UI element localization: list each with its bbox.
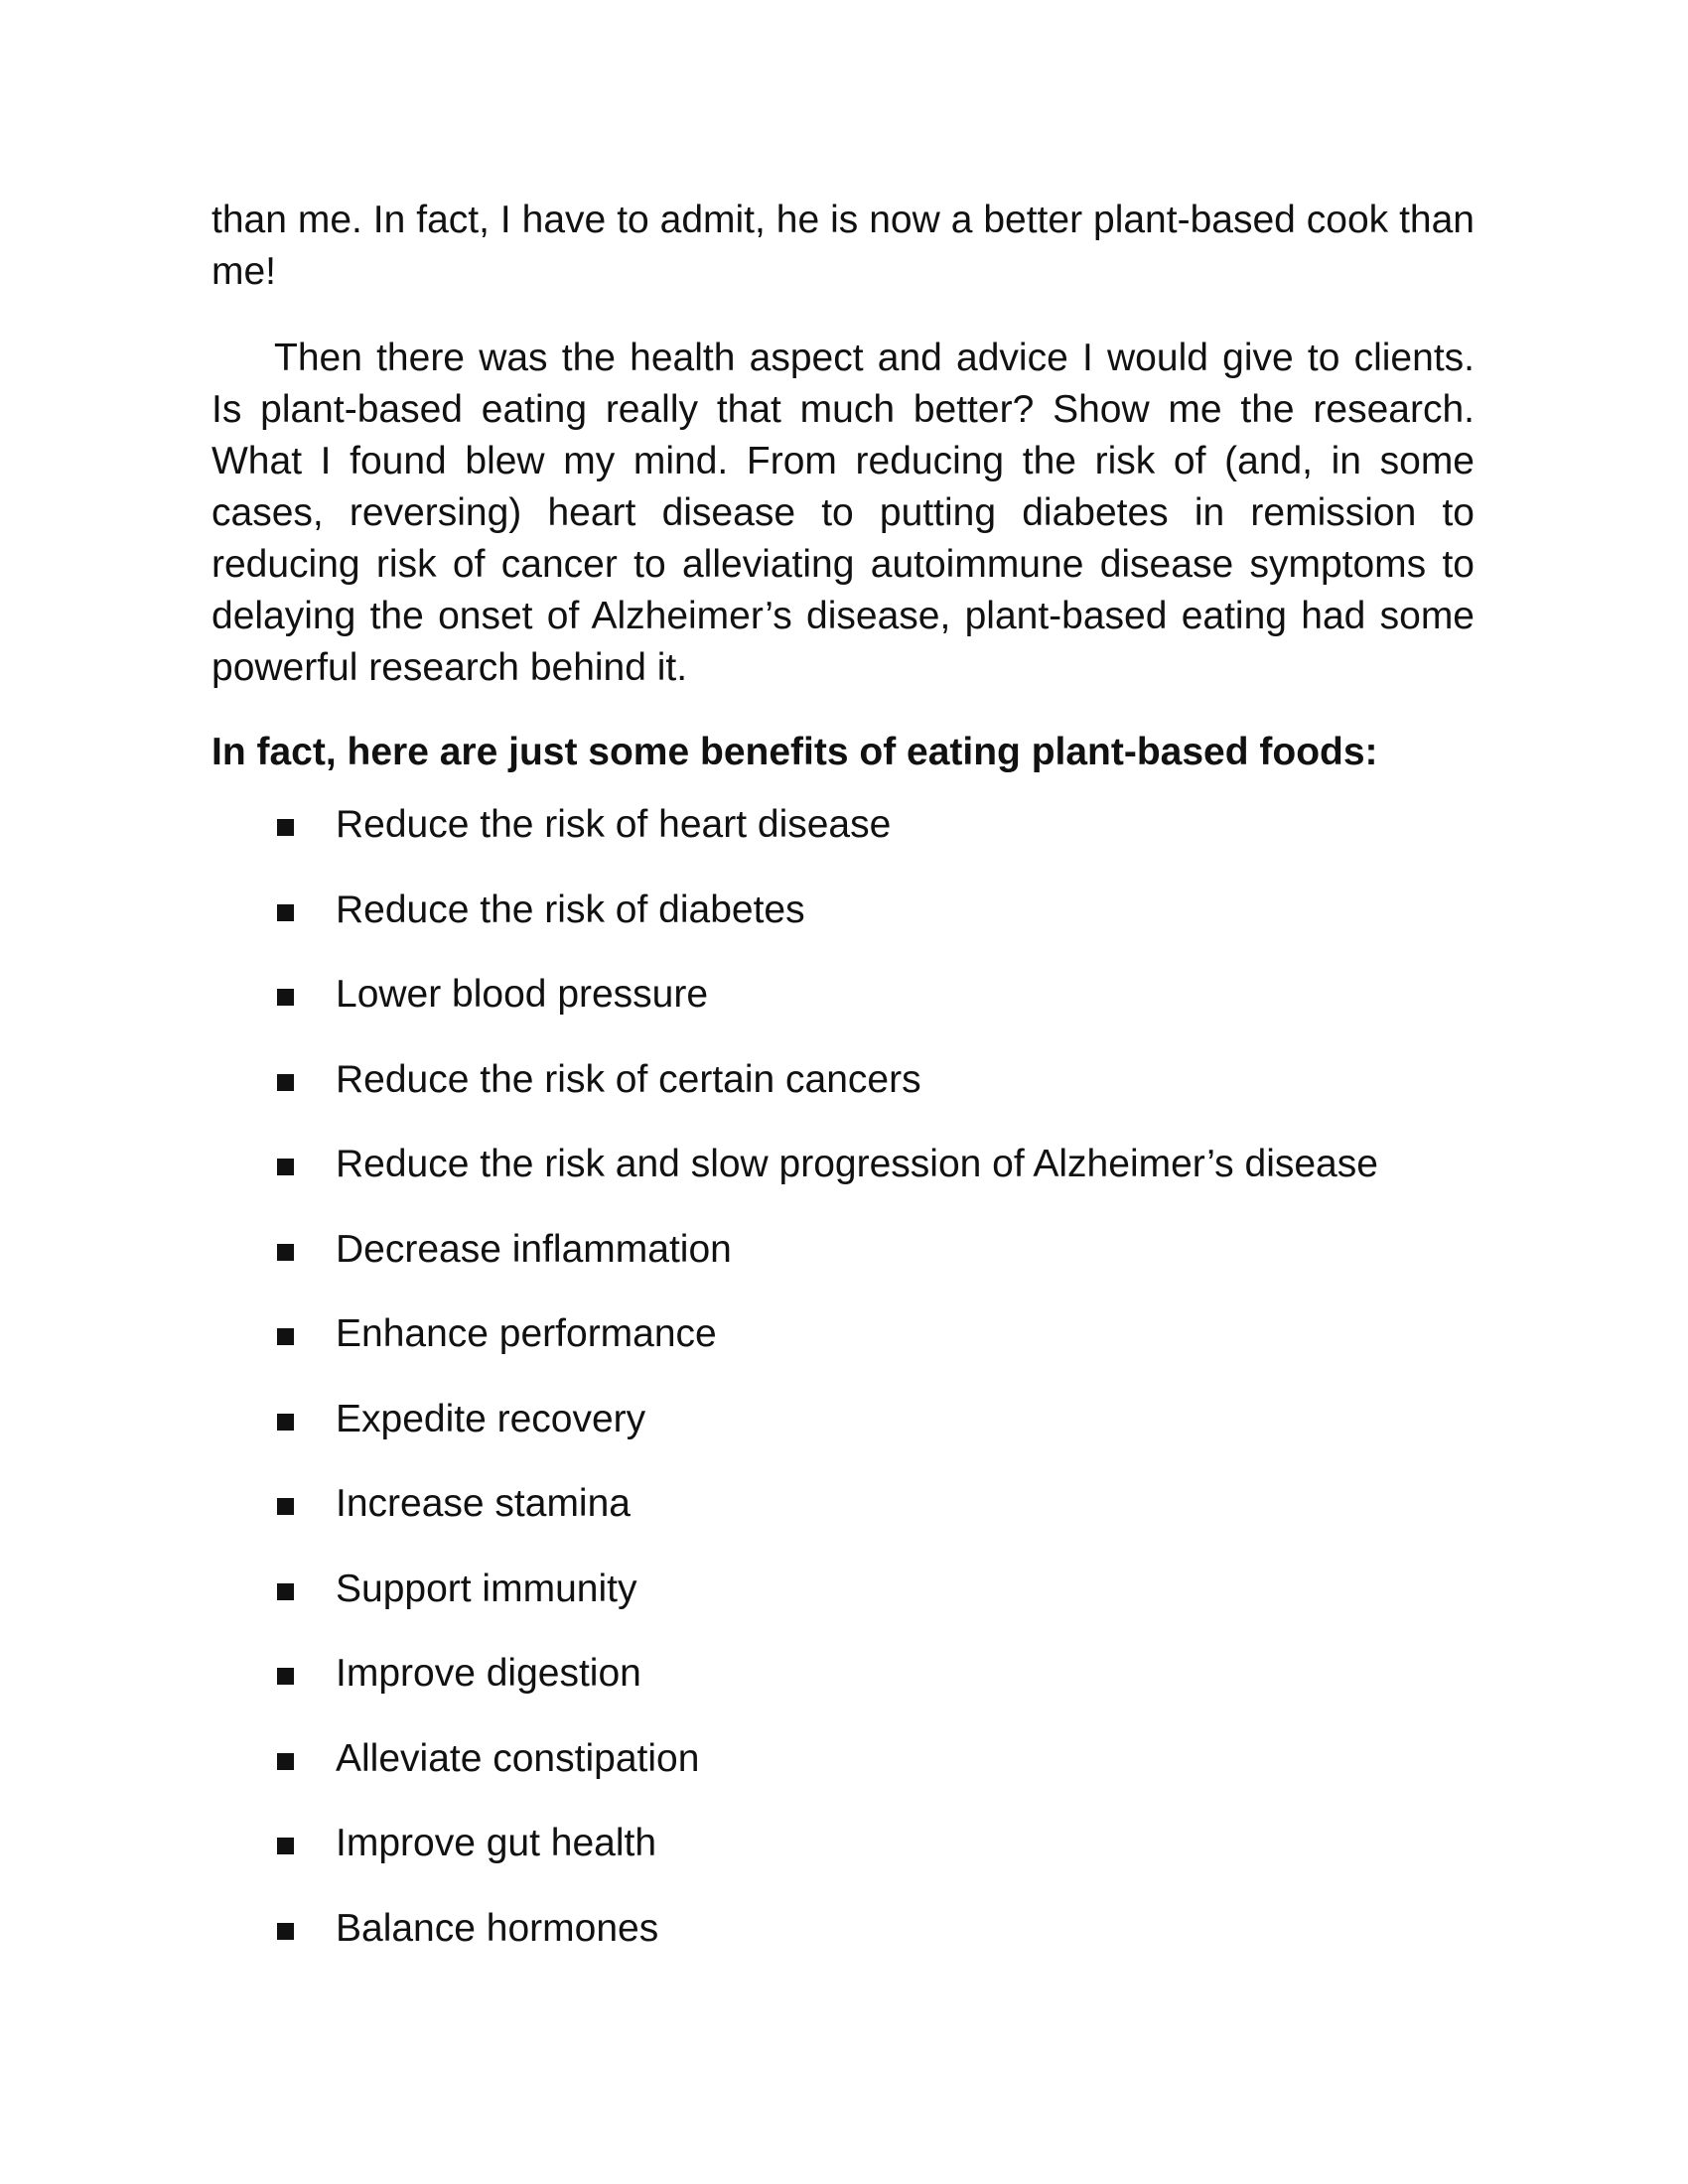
benefit-text: Decrease inflammation	[336, 1227, 732, 1271]
benefit-item	[211, 885, 1475, 936]
square-bullet-icon	[277, 1668, 294, 1685]
square-bullet-icon	[277, 1074, 294, 1091]
benefits-list	[211, 799, 1475, 1955]
benefit-item	[211, 1733, 1475, 1785]
benefit-item	[211, 1648, 1475, 1700]
benefit-item	[211, 1054, 1475, 1106]
square-bullet-icon	[277, 1244, 294, 1261]
square-bullet-icon	[277, 1583, 294, 1600]
square-bullet-icon	[277, 1328, 294, 1345]
square-bullet-icon	[277, 1159, 294, 1175]
benefit-item	[211, 1224, 1475, 1276]
benefit-item	[211, 1903, 1475, 1955]
benefit-item	[211, 1394, 1475, 1445]
benefit-text: Reduce the risk of certain cancers	[336, 1057, 921, 1101]
benefit-item	[211, 1139, 1475, 1190]
benefits-heading: In fact, here are just some benefits of eating plant-based foods:	[211, 731, 1378, 773]
square-bullet-icon	[277, 1498, 294, 1515]
square-bullet-icon	[277, 1838, 294, 1854]
square-bullet-icon	[277, 989, 294, 1006]
benefit-text: Lower blood pressure	[336, 973, 709, 1016]
paragraph-health-research: Then there was the health aspect and advice I would give to clients. Is plant-based eating really that much better? Show me the research. What I found blew my mind. From reducing the risk of (and, in some cases, reversing) heart disease to putting diabetes in remission to reducing risk of cancer to alleviating autoimmune disease symptoms to delaying the onset of Alzheimer’s disease, plant-based eating had some powerful research behind it.	[211, 337, 1475, 689]
benefit-text: Enhance performance	[336, 1312, 717, 1355]
benefit-item	[211, 1308, 1475, 1360]
square-bullet-icon	[277, 1414, 294, 1431]
benefit-text: Reduce the risk and slow progression of Alzheimer’s disease	[336, 1143, 1378, 1185]
benefit-item	[211, 969, 1475, 1021]
benefit-item	[211, 799, 1475, 851]
square-bullet-icon	[277, 1753, 294, 1770]
benefit-text: Reduce the risk of heart disease	[336, 803, 892, 846]
page-content	[211, 195, 1475, 1987]
square-bullet-icon	[277, 819, 294, 836]
benefit-text: Alleviate constipation	[336, 1736, 700, 1780]
paragraph-intro: than me. In fact, I have to admit, he is now a better plant-based cook than me!	[211, 199, 1475, 293]
benefit-text: Balance hormones	[336, 1906, 659, 1950]
benefit-text: Improve digestion	[336, 1652, 641, 1695]
square-bullet-icon	[277, 904, 294, 921]
benefit-text: Improve gut health	[336, 1822, 657, 1864]
benefit-text: Increase stamina	[336, 1482, 631, 1525]
benefit-item	[211, 1564, 1475, 1615]
benefit-text: Reduce the risk of diabetes	[336, 887, 805, 931]
benefit-text: Support immunity	[336, 1567, 637, 1610]
benefit-item	[211, 1478, 1475, 1530]
benefit-item	[211, 1818, 1475, 1869]
square-bullet-icon	[277, 1923, 294, 1940]
benefit-text: Expedite recovery	[336, 1397, 646, 1440]
